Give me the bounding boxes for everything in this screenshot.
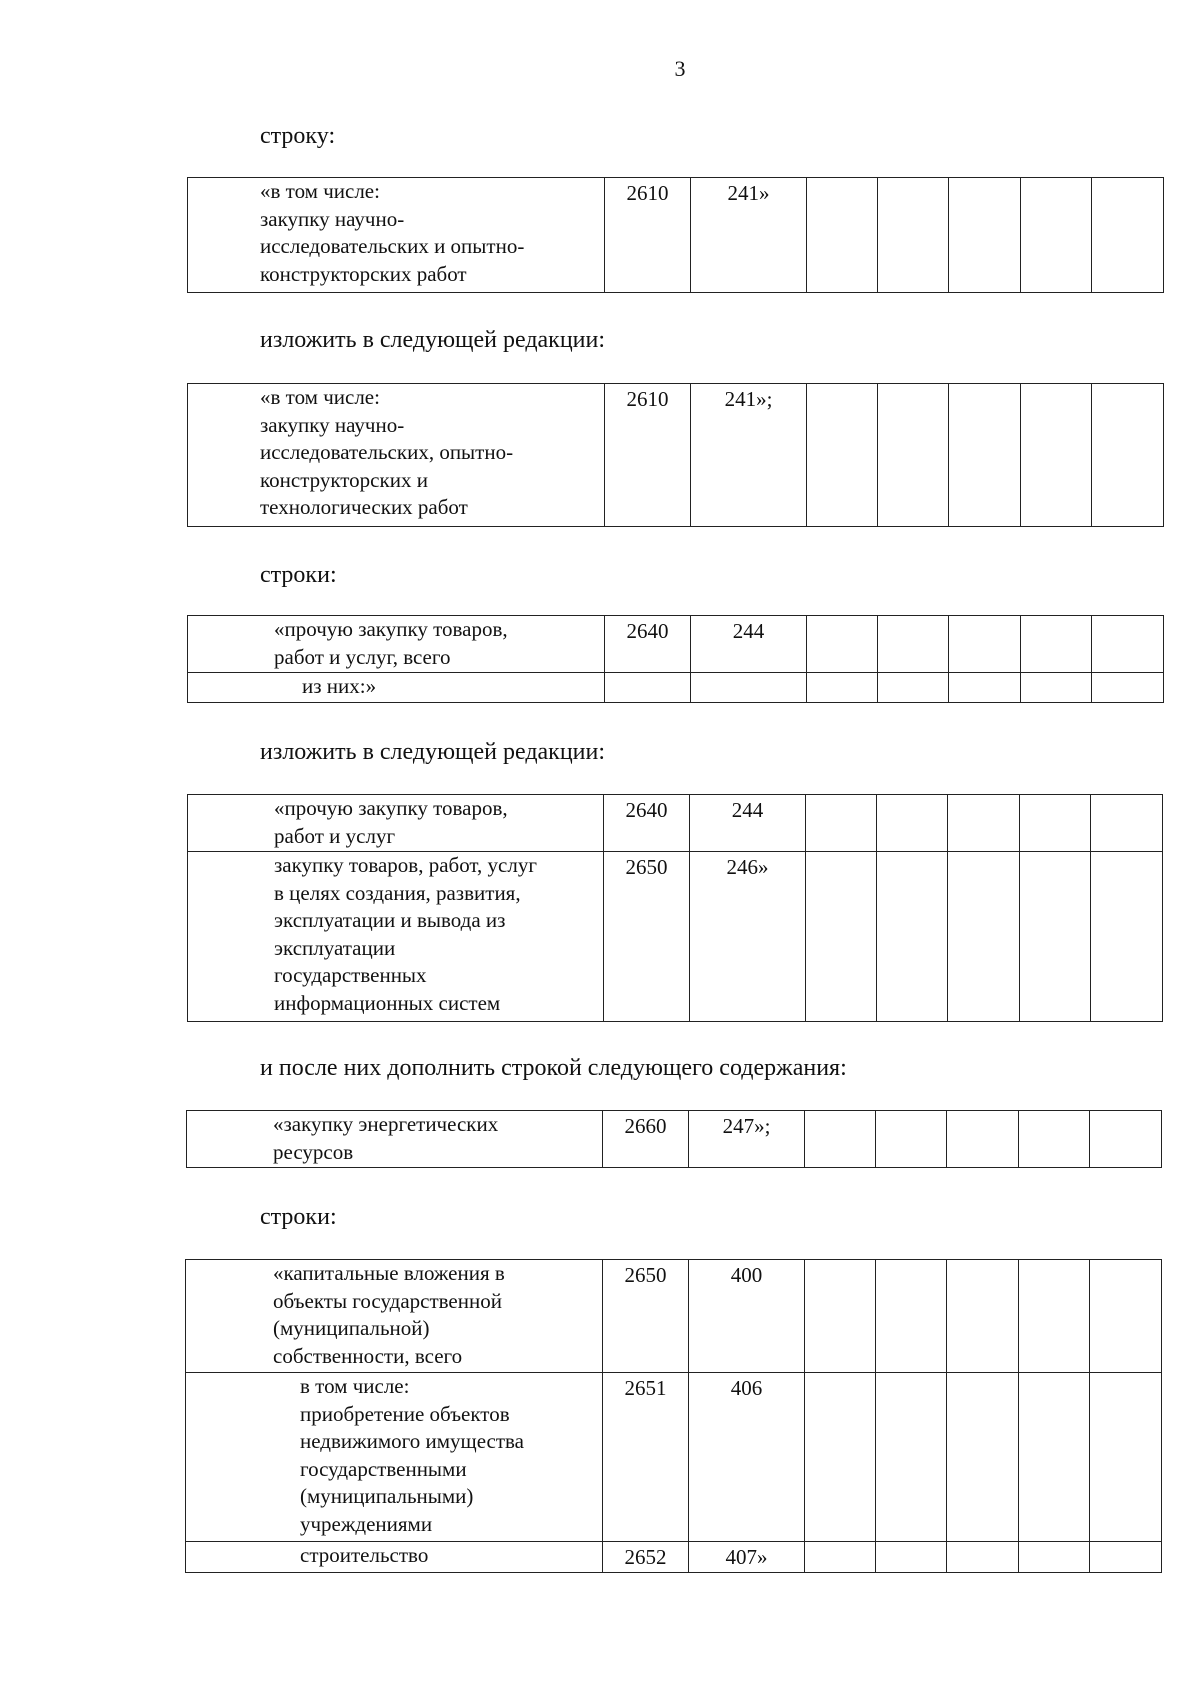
- row-description: «прочую закупку товаров, работ и услуг, всего: [188, 616, 605, 673]
- budget-table: [187, 794, 1163, 1022]
- budget-table: [187, 615, 1164, 703]
- empty-cell: [878, 673, 949, 703]
- expense-kind-code: 241»: [691, 178, 807, 293]
- row-description: «капитальные вложения в объекты государственной (муниципальной) собственности, всего: [186, 1260, 603, 1373]
- row-description: закупку товаров, работ, услуг в целях создания, развития, эксплуатации и вывода из эксплуатации государственных информационных систем: [188, 852, 604, 1022]
- empty-cell: [1021, 673, 1092, 703]
- empty-cell: [949, 178, 1021, 293]
- line-code: 2651: [603, 1373, 689, 1542]
- empty-cell: [1020, 852, 1091, 1022]
- expense-kind-code: 406: [689, 1373, 805, 1542]
- empty-cell: [948, 795, 1020, 852]
- empty-cell: [1090, 1111, 1162, 1168]
- budget-table: [187, 383, 1164, 527]
- empty-cell: [805, 1373, 876, 1542]
- empty-cell: [948, 852, 1020, 1022]
- empty-cell: [949, 616, 1021, 673]
- section-heading: изложить в следующей редакции:: [260, 327, 606, 353]
- table-row: [186, 1542, 1162, 1573]
- line-code: 2650: [603, 1260, 689, 1373]
- empty-cell: [947, 1260, 1019, 1373]
- table-row: [188, 384, 1164, 527]
- line-code: 2652: [603, 1542, 689, 1573]
- empty-cell: [1090, 1373, 1162, 1542]
- empty-cell: [876, 1260, 947, 1373]
- empty-cell: [806, 795, 877, 852]
- line-code: 2640: [604, 795, 690, 852]
- line-code: 2610: [605, 384, 691, 527]
- empty-cell: [1092, 178, 1164, 293]
- empty-cell: [1021, 384, 1092, 527]
- line-code: 2650: [604, 852, 690, 1022]
- empty-cell: [878, 178, 949, 293]
- table-row: [188, 673, 1164, 703]
- row-description: «в том числе: закупку научно- исследовательских и опытно- конструкторских работ: [188, 178, 605, 293]
- empty-cell: [807, 673, 878, 703]
- row-description: из них:»: [188, 673, 605, 703]
- budget-table: [187, 177, 1164, 293]
- empty-cell: [805, 1260, 876, 1373]
- expense-kind-code: 407»: [689, 1542, 805, 1573]
- empty-cell: [876, 1373, 947, 1542]
- empty-cell: [1021, 178, 1092, 293]
- empty-cell: [1090, 1260, 1162, 1373]
- section-heading: строки:: [260, 562, 337, 588]
- section-heading: и после них дополнить строкой следующего содержания:: [260, 1055, 847, 1081]
- row-description: в том числе: приобретение объектов недвижимого имущества государственными (муниципальными) учреждениями: [186, 1373, 603, 1542]
- empty-cell: [1019, 1260, 1090, 1373]
- row-description: строительство: [186, 1542, 603, 1573]
- expense-kind-code: 246»: [690, 852, 806, 1022]
- budget-table: [185, 1259, 1162, 1573]
- empty-cell: [877, 795, 948, 852]
- empty-cell: [1090, 1542, 1162, 1573]
- expense-kind-code: 244: [690, 795, 806, 852]
- table-row: [188, 178, 1164, 293]
- empty-cell: [1091, 795, 1163, 852]
- empty-cell: [1092, 384, 1164, 527]
- expense-kind-code: 247»;: [689, 1111, 805, 1168]
- table-row: [186, 1373, 1162, 1542]
- line-code: 2640: [605, 616, 691, 673]
- line-code: 2610: [605, 178, 691, 293]
- section-heading: строку:: [260, 123, 336, 149]
- empty-cell: [1019, 1542, 1090, 1573]
- empty-cell: [807, 178, 878, 293]
- empty-cell: [878, 616, 949, 673]
- section-heading: изложить в следующей редакции:: [260, 739, 606, 765]
- empty-cell: [876, 1542, 947, 1573]
- empty-cell: [1019, 1111, 1090, 1168]
- empty-cell: [949, 384, 1021, 527]
- expense-kind-code: [691, 673, 807, 703]
- empty-cell: [807, 616, 878, 673]
- empty-cell: [1019, 1373, 1090, 1542]
- row-description: «прочую закупку товаров, работ и услуг: [188, 795, 604, 852]
- empty-cell: [947, 1111, 1019, 1168]
- empty-cell: [947, 1542, 1019, 1573]
- empty-cell: [876, 1111, 947, 1168]
- empty-cell: [1092, 673, 1164, 703]
- empty-cell: [806, 852, 877, 1022]
- empty-cell: [878, 384, 949, 527]
- expense-kind-code: 400: [689, 1260, 805, 1373]
- empty-cell: [807, 384, 878, 527]
- empty-cell: [805, 1111, 876, 1168]
- expense-kind-code: 241»;: [691, 384, 807, 527]
- row-description: «закупку энергетических ресурсов: [187, 1111, 603, 1168]
- empty-cell: [947, 1373, 1019, 1542]
- table-row: [186, 1260, 1162, 1373]
- row-description: «в том числе: закупку научно- исследовательских, опытно- конструкторских и технологических работ: [188, 384, 605, 527]
- empty-cell: [1092, 616, 1164, 673]
- empty-cell: [1091, 852, 1163, 1022]
- table-row: [188, 616, 1164, 673]
- page-number: 3: [674, 56, 686, 81]
- empty-cell: [1020, 795, 1091, 852]
- line-code: 2660: [603, 1111, 689, 1168]
- empty-cell: [949, 673, 1021, 703]
- empty-cell: [1021, 616, 1092, 673]
- table-row: [187, 1111, 1162, 1168]
- budget-table: [186, 1110, 1162, 1168]
- section-heading: строки:: [260, 1204, 337, 1230]
- line-code: [605, 673, 691, 703]
- empty-cell: [877, 852, 948, 1022]
- table-row: [188, 795, 1163, 852]
- empty-cell: [805, 1542, 876, 1573]
- table-row: [188, 852, 1163, 1022]
- expense-kind-code: 244: [691, 616, 807, 673]
